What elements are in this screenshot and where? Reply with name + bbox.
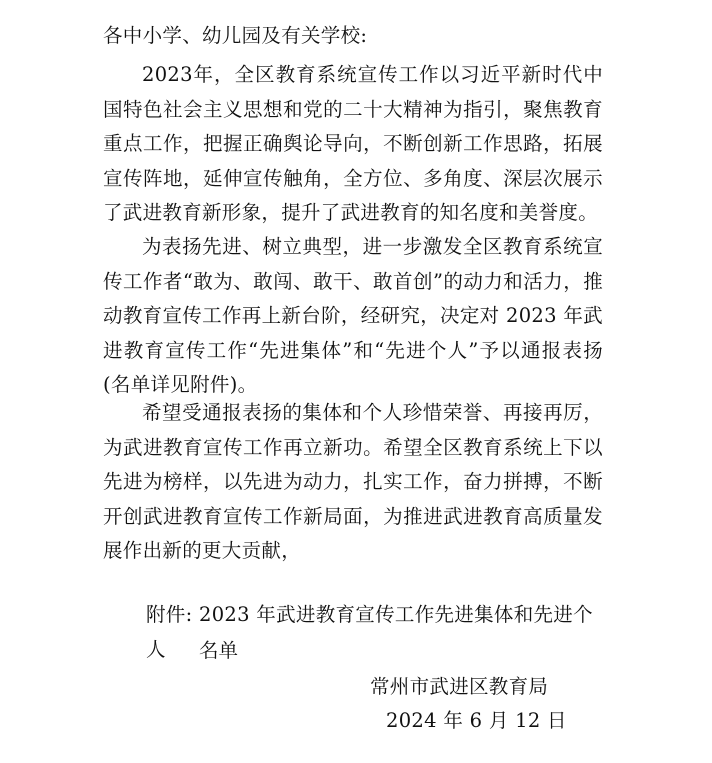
body-paragraph-1: 2023年，全区教育系统宣传工作以习近平新时代中国特色社会主义思想和党的二十大精神为指引，聚焦教育重点工作，把握正确舆论导向，不断创新工作思路，拓展宣传阵地，延伸宣传触角，全方位、多角度、深层次展示了武进教育新形象，提升了武进教育的知名度和美誉度。 [103, 63, 603, 224]
issuing-authority: 常州市武进区教育局 [370, 675, 549, 698]
attachment-title: 2023 年武进教育宣传工作先进集体和先进个人 [146, 603, 593, 661]
attachment-label: 附件: [146, 603, 193, 626]
issue-date: 2024 年 6 月 12 日 [386, 709, 567, 732]
body-paragraph-3: 希望受通报表扬的集体和个人珍惜荣誉、再接再厉，为武进教育宣传工作再立新功。希望全区教育系统上下以先进为榜样，以先进为动力，扎实工作，奋力拼搏，不断开创武进教育宣传工作新局面，为推进武进教育高质量发展作出新的更大贡献， [103, 401, 603, 562]
body-paragraph-2: 为表扬先进、树立典型，进一步激发全区教育系统宣传工作者“敢为、敢闯、敢干、敢首创”的动力和活力，推动教育宣传工作再上新台阶，经研究，决定对 2023 年武进教育宣传工作“先进集体”和“先进个人”予以通报表扬(名单详见附件)。 [103, 235, 603, 396]
attachment-title-continued: 名单 [199, 639, 239, 662]
salutation: 各中小学、幼儿园及有关学校: [103, 24, 368, 47]
